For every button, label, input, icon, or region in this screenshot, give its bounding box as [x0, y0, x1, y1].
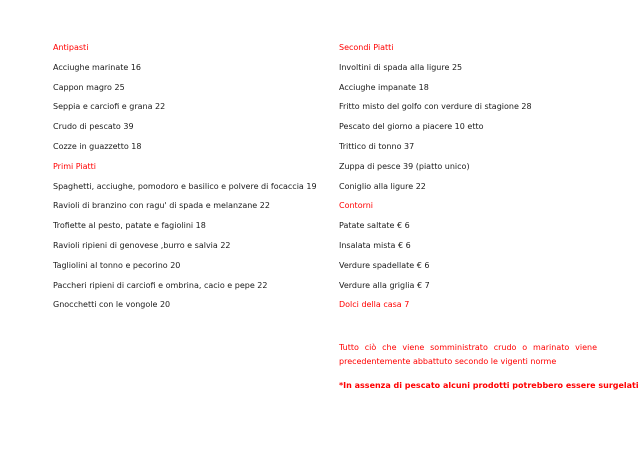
- menu-item: Verdure spadellate € 6: [339, 260, 430, 270]
- menu-item: Ravioli di branzino con ragu' di spada e melanzane 22: [53, 201, 270, 211]
- section-title-primi-piatti: Primi Piatti: [53, 161, 97, 171]
- section-title-secondi-piatti: Secondi Piatti: [339, 43, 394, 52]
- left-column: [53, 42, 317, 319]
- menu-item: Acciughe marinate 16: [53, 62, 141, 72]
- menu-item: Pescato del giorno a piacere 10 etto: [339, 122, 484, 132]
- menu-item: Patate saltate € 6: [339, 221, 410, 231]
- menu-item: Trittico di tonno 37: [339, 141, 415, 151]
- frozen-products-notice: *In assenza di pescato alcuni prodotti potrebbero essere surgelati: [339, 381, 639, 390]
- menu-item: Spaghetti, acciughe, pomodoro e basilico e polvere di focaccia 19: [53, 181, 317, 191]
- menu-item: Verdure alla griglia € 7: [339, 280, 430, 290]
- notice-line-2: precedentemente abbattuto secondo le vigenti norme: [339, 357, 557, 366]
- menu-item: Cappon magro 25: [53, 82, 125, 92]
- menu-item: Trofiette al pesto, patate e fagiolini 18: [53, 221, 206, 231]
- raw-food-notice: [339, 341, 597, 369]
- menu-item: Gnocchetti con le vongole 20: [53, 300, 171, 310]
- menu-item: Crudo di pescato 39: [53, 122, 134, 132]
- menu-item: Involtini di spada alla ligure 25: [339, 62, 463, 72]
- menu-item: Ravioli ripieni di genovese ,burro e salvia 22: [53, 240, 231, 250]
- right-column: [339, 42, 599, 319]
- section-title-dolci: Dolci della casa 7: [339, 300, 410, 310]
- section-title-contorni: Contorni: [339, 201, 374, 211]
- menu-item: Seppia e carciofi e grana 22: [53, 102, 166, 112]
- menu-item: Cozze in guazzetto 18: [53, 141, 142, 151]
- menu-item: Fritto misto del golfo con verdure di stagione 28: [339, 102, 532, 112]
- menu-item: Paccheri ripieni di carciofi e ombrina, cacio e pepe 22: [53, 280, 268, 290]
- notes-block: [339, 341, 639, 390]
- notice-line-1: Tutto ciò che viene somministrato crudo o marinato viene: [339, 343, 597, 352]
- menu-item: Insalata mista € 6: [339, 240, 411, 250]
- menu-item: Zuppa di pesce 39 (piatto unico): [339, 161, 470, 171]
- section-title-antipasti: Antipasti: [53, 43, 89, 52]
- menu-item: Coniglio alla ligure 22: [339, 181, 426, 191]
- menu-item: Tagliolini al tonno e pecorino 20: [53, 260, 181, 270]
- menu-item: Acciughe impanate 18: [339, 82, 429, 92]
